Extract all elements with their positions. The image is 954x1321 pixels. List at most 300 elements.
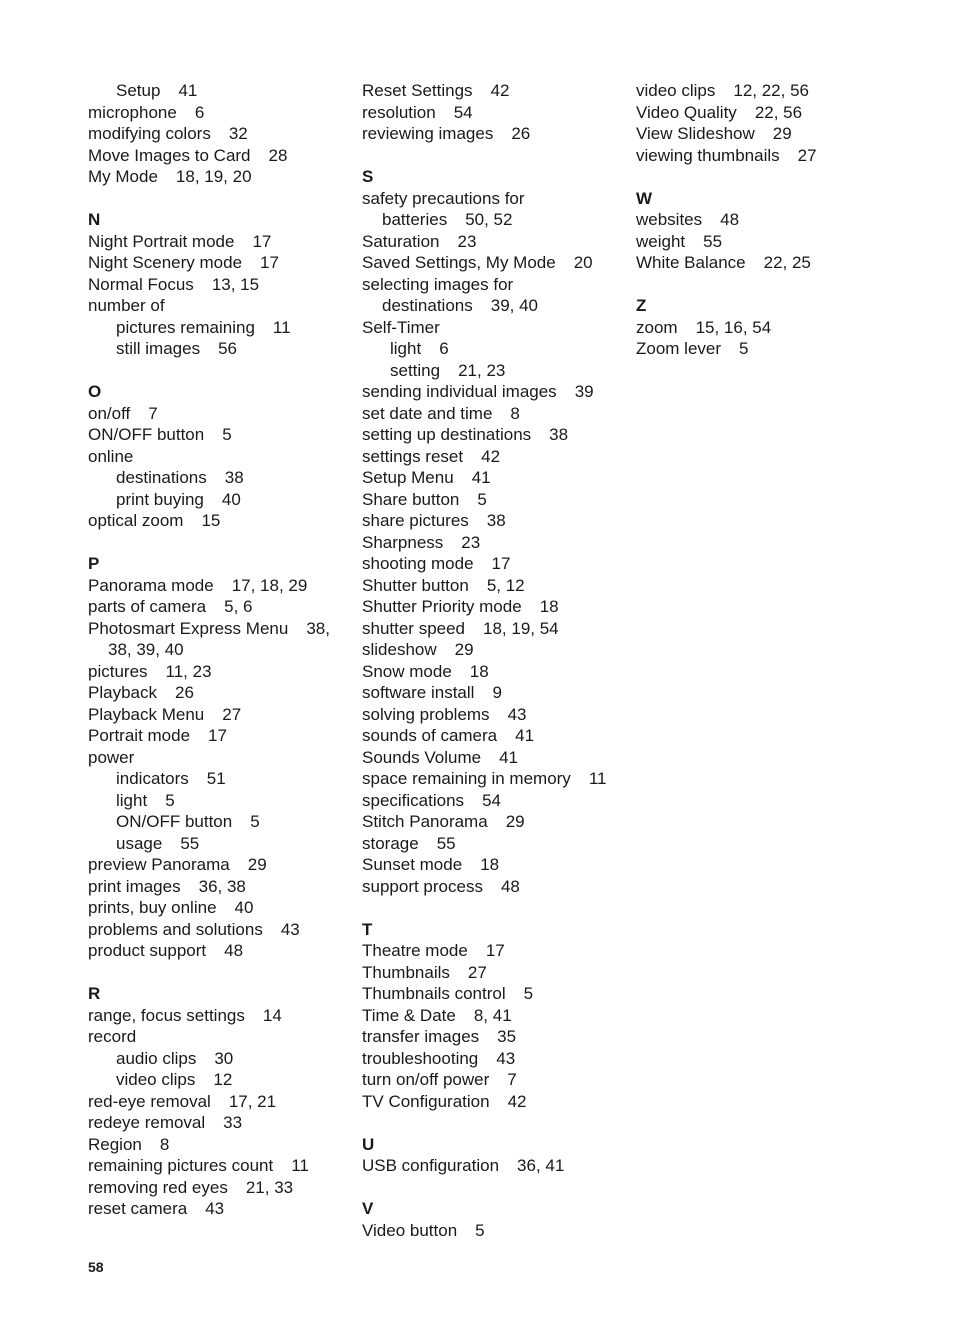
index-term: resolution bbox=[362, 102, 436, 122]
index-entry bbox=[88, 424, 348, 446]
index-entry bbox=[362, 381, 624, 403]
index-letter-heading: S bbox=[362, 167, 374, 186]
index-term: Theatre mode bbox=[362, 941, 468, 960]
index-entry bbox=[88, 145, 348, 167]
index-term: light bbox=[116, 790, 148, 810]
index-pages: 54 bbox=[453, 102, 473, 122]
index-pages: 27 bbox=[222, 704, 242, 724]
index-term: slideshow bbox=[362, 640, 437, 659]
index-term: Night Scenery mode bbox=[88, 253, 243, 272]
index-pages: 42 bbox=[481, 446, 501, 466]
index-entry bbox=[362, 575, 624, 597]
index-term: microphone bbox=[88, 102, 177, 122]
index-term: light bbox=[390, 339, 422, 358]
index-letter-heading: R bbox=[88, 984, 101, 1003]
index-term: Normal Focus bbox=[88, 274, 194, 294]
index-pages: 11 bbox=[291, 1156, 309, 1175]
index-entry bbox=[362, 962, 624, 984]
index-subentry bbox=[88, 80, 348, 102]
index-term: selecting images for bbox=[362, 274, 514, 294]
index-pages: 6 bbox=[439, 339, 449, 358]
index-entry bbox=[362, 682, 624, 704]
index-term: prints, buy online bbox=[88, 898, 217, 917]
index-entry bbox=[362, 123, 624, 145]
index-pages: 17, 21 bbox=[228, 1091, 277, 1111]
index-entry bbox=[88, 919, 348, 941]
index-pages: 38 bbox=[549, 425, 569, 444]
index-term: Share button bbox=[362, 489, 460, 509]
index-entry bbox=[362, 747, 624, 769]
index-term: audio clips bbox=[116, 1048, 197, 1068]
index-entry bbox=[88, 704, 348, 726]
index-term: Panorama mode bbox=[88, 575, 214, 595]
section-gap bbox=[88, 360, 348, 382]
index-pages: 5 bbox=[475, 1220, 485, 1240]
index-entry bbox=[362, 639, 624, 661]
index-pages: 38 bbox=[224, 468, 244, 487]
index-entry bbox=[362, 403, 624, 425]
index-pages: 17 bbox=[208, 726, 227, 745]
index-pages: 27 bbox=[797, 145, 817, 165]
index-entry bbox=[362, 553, 624, 575]
index-term: parts of camera bbox=[88, 597, 207, 616]
index-pages: 5, 6 bbox=[224, 597, 253, 616]
index-pages: 43 bbox=[496, 1048, 516, 1068]
index-term: online bbox=[88, 446, 134, 466]
index-entry bbox=[88, 252, 348, 274]
index-entry bbox=[636, 252, 876, 274]
index-pages: 38 bbox=[486, 511, 506, 530]
index-term: specifications bbox=[362, 790, 465, 810]
index-pages: 40 bbox=[221, 489, 241, 509]
index-term: problems and solutions bbox=[88, 919, 263, 939]
index-subentry bbox=[88, 467, 348, 489]
index-entry bbox=[362, 725, 624, 747]
index-term: weight bbox=[636, 231, 686, 251]
index-subentry bbox=[88, 811, 348, 833]
index-letter-heading: P bbox=[88, 554, 100, 573]
index-entry bbox=[362, 209, 624, 231]
index-pages: 29 bbox=[772, 124, 792, 143]
index-entry bbox=[362, 768, 624, 790]
index-pages: 5 bbox=[222, 425, 232, 444]
index-pages: 7 bbox=[148, 403, 158, 423]
index-term: ON/OFF button bbox=[116, 812, 233, 831]
index-entry bbox=[88, 231, 348, 253]
index-term: number of bbox=[88, 296, 165, 315]
index-pages: 11 bbox=[588, 769, 607, 788]
index-term: destinations bbox=[116, 468, 207, 487]
index-term: preview Panorama bbox=[88, 855, 230, 874]
index-term: Setup bbox=[116, 81, 161, 100]
index-entry bbox=[362, 854, 624, 876]
index-pages: 8 bbox=[159, 1134, 170, 1154]
index-entry bbox=[362, 704, 624, 726]
index-pages: 5 bbox=[477, 489, 487, 509]
index-entry bbox=[362, 1155, 624, 1177]
index-pages: 41 bbox=[471, 468, 491, 487]
index-subentry bbox=[88, 790, 348, 812]
index-entry bbox=[636, 123, 876, 145]
index-pages: 18, 19, 54 bbox=[483, 618, 559, 638]
index-term: setting bbox=[390, 360, 441, 380]
index-pages: 43 bbox=[507, 704, 527, 724]
index-term: settings reset bbox=[362, 446, 464, 466]
index-entry bbox=[88, 295, 348, 317]
index-term: print buying bbox=[116, 489, 204, 509]
index-pages: 36, 38 bbox=[198, 876, 246, 896]
section-gap bbox=[362, 1112, 624, 1134]
index-term: product support bbox=[88, 941, 207, 960]
index-entry bbox=[362, 467, 624, 489]
index-term: reviewing images bbox=[362, 124, 494, 143]
index-pages: 18 bbox=[480, 855, 500, 874]
index-entry bbox=[88, 747, 348, 769]
index-term: video clips bbox=[636, 81, 716, 100]
index-pages: 17 bbox=[491, 554, 511, 573]
section-gap bbox=[88, 188, 348, 210]
index-term: optical zoom bbox=[88, 511, 184, 530]
index-term: Sharpness bbox=[362, 532, 444, 552]
index-entry bbox=[362, 833, 624, 855]
index-term: print images bbox=[88, 876, 181, 896]
index-entry bbox=[362, 274, 624, 296]
index-pages: 38, 39, 40 bbox=[108, 640, 184, 659]
index-entry bbox=[88, 403, 348, 425]
index-term: Move Images to Card bbox=[88, 145, 251, 165]
index-entry bbox=[88, 123, 348, 145]
index-column-3 bbox=[636, 80, 876, 360]
index-term: Playback Menu bbox=[88, 704, 205, 724]
index-pages: 30 bbox=[214, 1048, 234, 1068]
index-letter-heading: N bbox=[88, 210, 101, 229]
index-subentry bbox=[362, 360, 624, 382]
index-entry bbox=[362, 876, 624, 898]
index-entry bbox=[636, 209, 876, 231]
index-term: reset camera bbox=[88, 1199, 188, 1218]
index-pages: 15, 16, 54 bbox=[695, 317, 772, 337]
index-entry bbox=[88, 725, 348, 747]
index-term: Playback bbox=[88, 683, 157, 702]
index-subentry bbox=[88, 317, 348, 339]
index-entry bbox=[362, 1091, 624, 1113]
index-entry bbox=[88, 897, 348, 919]
index-term: shutter speed bbox=[362, 618, 466, 638]
index-entry bbox=[88, 166, 348, 188]
index-pages: 23 bbox=[461, 532, 481, 552]
index-term: pictures remaining bbox=[116, 317, 255, 337]
index-letter-heading: Z bbox=[636, 296, 647, 315]
index-entry bbox=[362, 252, 624, 274]
index-column-2 bbox=[362, 80, 624, 1241]
index-entry bbox=[636, 338, 876, 360]
index-term: transfer images bbox=[362, 1027, 480, 1046]
index-pages: 23 bbox=[457, 231, 477, 251]
index-entry bbox=[362, 1069, 624, 1091]
index-pages: 43 bbox=[280, 919, 300, 939]
index-pages: 7 bbox=[507, 1070, 517, 1089]
index-pages: 17 bbox=[260, 253, 279, 272]
index-entry bbox=[362, 983, 624, 1005]
index-pages: 51 bbox=[206, 769, 226, 788]
index-pages: 40 bbox=[234, 898, 254, 917]
index-pages: 32 bbox=[228, 124, 248, 143]
index-letter-heading: T bbox=[362, 919, 373, 939]
index-entry bbox=[362, 1220, 624, 1242]
index-term: Portrait mode bbox=[88, 726, 191, 745]
index-term: Video button bbox=[362, 1220, 458, 1240]
section-gap bbox=[362, 145, 624, 167]
index-pages: 8, 41 bbox=[473, 1005, 512, 1025]
index-entry bbox=[88, 682, 348, 704]
index-pages: 13, 15 bbox=[211, 274, 260, 294]
index-term: Photosmart Express Menu bbox=[88, 618, 289, 638]
index-pages: 17, 18, 29 bbox=[231, 575, 308, 595]
index-pages: 5, 12 bbox=[486, 575, 525, 595]
index-entry bbox=[88, 618, 348, 640]
index-entry bbox=[362, 790, 624, 812]
index-entry bbox=[362, 618, 624, 640]
index-term: viewing thumbnails bbox=[636, 145, 780, 165]
index-term: storage bbox=[362, 833, 419, 853]
index-entry bbox=[362, 1005, 624, 1027]
index-term: video clips bbox=[116, 1070, 196, 1089]
index-term: ON/OFF button bbox=[88, 425, 205, 444]
index-entry bbox=[636, 317, 876, 339]
page-number: 58 bbox=[88, 1259, 104, 1275]
index-entry bbox=[88, 1005, 348, 1027]
index-term: sounds of camera bbox=[362, 726, 498, 745]
index-term: Time & Date bbox=[362, 1005, 456, 1025]
index-term: Sunset mode bbox=[362, 855, 463, 874]
index-pages: 5 bbox=[523, 984, 534, 1003]
index-term: View Slideshow bbox=[636, 124, 755, 143]
index-term: Thumbnails bbox=[362, 962, 450, 982]
index-term: troubleshooting bbox=[362, 1048, 479, 1068]
index-pages: 9 bbox=[492, 683, 502, 702]
index-pages: 54 bbox=[482, 790, 501, 810]
index-pages: 17 bbox=[252, 231, 272, 251]
index-term: share pictures bbox=[362, 511, 469, 530]
index-term: Sounds Volume bbox=[362, 747, 482, 767]
index-entry bbox=[88, 1155, 348, 1177]
index-pages: 26 bbox=[174, 683, 194, 702]
index-pages: 48 bbox=[224, 941, 244, 960]
index-pages: 22, 25 bbox=[763, 253, 811, 272]
index-pages: 56 bbox=[218, 339, 238, 358]
index-pages: 21, 23 bbox=[458, 360, 506, 380]
index-entry bbox=[88, 940, 348, 962]
index-term: Reset Settings bbox=[362, 81, 473, 100]
index-pages: 42 bbox=[507, 1091, 527, 1111]
index-pages: 39, 40 bbox=[490, 296, 538, 315]
index-pages: 48 bbox=[720, 210, 740, 229]
index-term: indicators bbox=[116, 769, 189, 788]
index-subentry bbox=[88, 768, 348, 790]
index-term: power bbox=[88, 747, 135, 767]
index-entry bbox=[362, 1048, 624, 1070]
index-pages: 15 bbox=[201, 511, 221, 530]
index-term: White Balance bbox=[636, 253, 746, 272]
index-term: Zoom lever bbox=[636, 339, 722, 358]
index-term: range, focus settings bbox=[88, 1005, 245, 1025]
index-entry bbox=[362, 489, 624, 511]
index-term: My Mode bbox=[88, 167, 158, 186]
index-pages: 6 bbox=[194, 102, 205, 122]
index-pages: 42 bbox=[490, 81, 510, 100]
index-term: support process bbox=[362, 876, 483, 896]
index-pages: 17 bbox=[485, 941, 505, 960]
index-letter-heading: V bbox=[362, 1199, 374, 1218]
index-pages: 48 bbox=[500, 876, 520, 896]
index-term: Night Portrait mode bbox=[88, 231, 235, 251]
index-entry bbox=[88, 1091, 348, 1113]
index-term: Saved Settings, My Mode bbox=[362, 253, 556, 272]
index-pages: 5 bbox=[250, 812, 260, 831]
index-term: Shutter button bbox=[362, 575, 469, 595]
index-entry bbox=[88, 102, 348, 124]
index-term: Video Quality bbox=[636, 102, 737, 122]
index-letter-heading: W bbox=[636, 188, 653, 208]
index-subentry bbox=[88, 1069, 348, 1091]
index-entry bbox=[362, 811, 624, 833]
index-entry bbox=[362, 424, 624, 446]
index-term: destinations bbox=[382, 296, 473, 315]
index-entry bbox=[362, 661, 624, 683]
index-term: space remaining in memory bbox=[362, 769, 571, 788]
index-term: software install bbox=[362, 683, 475, 702]
index-entry bbox=[362, 80, 624, 102]
index-entry bbox=[88, 1198, 348, 1220]
index-pages: 33 bbox=[223, 1113, 243, 1132]
index-entry bbox=[362, 532, 624, 554]
index-term: record bbox=[88, 1027, 137, 1046]
index-pages: 39 bbox=[574, 382, 594, 401]
index-pages: 8 bbox=[510, 403, 520, 423]
index-entry bbox=[88, 575, 348, 597]
index-entry bbox=[362, 596, 624, 618]
index-entry bbox=[362, 102, 624, 124]
section-gap bbox=[636, 166, 876, 188]
index-pages: 55 bbox=[703, 231, 723, 251]
index-pages: 41 bbox=[499, 747, 519, 767]
index-subentry bbox=[362, 338, 624, 360]
index-entry bbox=[88, 639, 348, 661]
index-term: usage bbox=[116, 833, 163, 853]
index-entry bbox=[362, 446, 624, 468]
index-entry bbox=[362, 317, 624, 339]
index-pages: 21, 33 bbox=[245, 1177, 294, 1197]
index-pages: 29 bbox=[454, 640, 474, 659]
index-term: removing red eyes bbox=[88, 1177, 228, 1197]
index-pages: 26 bbox=[511, 124, 531, 143]
index-entry bbox=[88, 1112, 348, 1134]
index-term: batteries bbox=[382, 210, 448, 229]
section-gap bbox=[88, 532, 348, 554]
index-term: remaining pictures count bbox=[88, 1156, 274, 1175]
index-pages: 18 bbox=[539, 597, 559, 616]
index-term: red-eye removal bbox=[88, 1091, 211, 1111]
index-pages: 5 bbox=[165, 790, 175, 810]
index-term: set date and time bbox=[362, 403, 493, 423]
index-entry bbox=[88, 1026, 348, 1048]
index-subentry bbox=[88, 338, 348, 360]
index-entry bbox=[362, 231, 624, 253]
index-entry bbox=[636, 80, 876, 102]
index-entry bbox=[362, 940, 624, 962]
index-entry bbox=[88, 274, 348, 296]
section-gap bbox=[88, 962, 348, 984]
index-term: sending individual images bbox=[362, 382, 557, 401]
index-pages: 14 bbox=[262, 1005, 282, 1025]
index-entry bbox=[362, 1026, 624, 1048]
section-gap bbox=[362, 1177, 624, 1199]
index-term: Shutter Priority mode bbox=[362, 597, 522, 616]
index-entry bbox=[88, 661, 348, 683]
index-term: Snow mode bbox=[362, 661, 452, 681]
index-entry bbox=[88, 1134, 348, 1156]
index-subentry bbox=[88, 489, 348, 511]
index-term: Self-Timer bbox=[362, 317, 440, 337]
index-pages: 38, bbox=[306, 618, 330, 638]
index-pages: 35 bbox=[497, 1027, 517, 1046]
index-term: modifying colors bbox=[88, 124, 211, 143]
index-term: USB configuration bbox=[362, 1156, 500, 1175]
index-term: websites bbox=[636, 210, 703, 229]
index-pages: 12, 22, 56 bbox=[733, 81, 809, 100]
index-entry bbox=[362, 295, 624, 317]
index-entry bbox=[636, 102, 876, 124]
index-pages: 12 bbox=[213, 1070, 233, 1089]
index-entry bbox=[88, 876, 348, 898]
index-entry bbox=[88, 1177, 348, 1199]
index-pages: 29 bbox=[505, 812, 525, 831]
index-pages: 55 bbox=[436, 833, 456, 853]
index-letter-heading: U bbox=[362, 1134, 375, 1154]
index-term: setting up destinations bbox=[362, 425, 532, 444]
index-pages: 20 bbox=[573, 253, 593, 272]
index-pages: 22, 56 bbox=[754, 102, 803, 122]
index-pages: 36, 41 bbox=[517, 1156, 565, 1175]
index-term: Saturation bbox=[362, 231, 440, 251]
index-pages: 41 bbox=[178, 81, 198, 100]
index-term: Region bbox=[88, 1134, 142, 1154]
index-pages: 18 bbox=[469, 661, 489, 681]
index-term: still images bbox=[116, 339, 201, 358]
index-pages: 18, 19, 20 bbox=[175, 167, 252, 186]
index-subentry bbox=[88, 1048, 348, 1070]
index-pages: 50, 52 bbox=[465, 210, 513, 229]
index-term: turn on/off power bbox=[362, 1070, 490, 1089]
index-entry bbox=[636, 145, 876, 167]
index-term: zoom bbox=[636, 317, 678, 337]
index-entry bbox=[362, 510, 624, 532]
index-entry bbox=[362, 188, 624, 210]
index-term: pictures bbox=[88, 661, 148, 681]
index-pages: 11, 23 bbox=[165, 661, 212, 681]
index-entry bbox=[88, 854, 348, 876]
index-term: on/off bbox=[88, 403, 131, 423]
index-term: Thumbnails control bbox=[362, 984, 506, 1003]
section-gap bbox=[362, 897, 624, 919]
index-column-1 bbox=[88, 80, 348, 1220]
index-term: solving problems bbox=[362, 704, 490, 724]
index-term: TV Configuration bbox=[362, 1091, 490, 1111]
index-term: redeye removal bbox=[88, 1113, 206, 1132]
index-pages: 41 bbox=[515, 726, 535, 745]
index-term: Stitch Panorama bbox=[362, 812, 488, 831]
index-entry bbox=[88, 446, 348, 468]
